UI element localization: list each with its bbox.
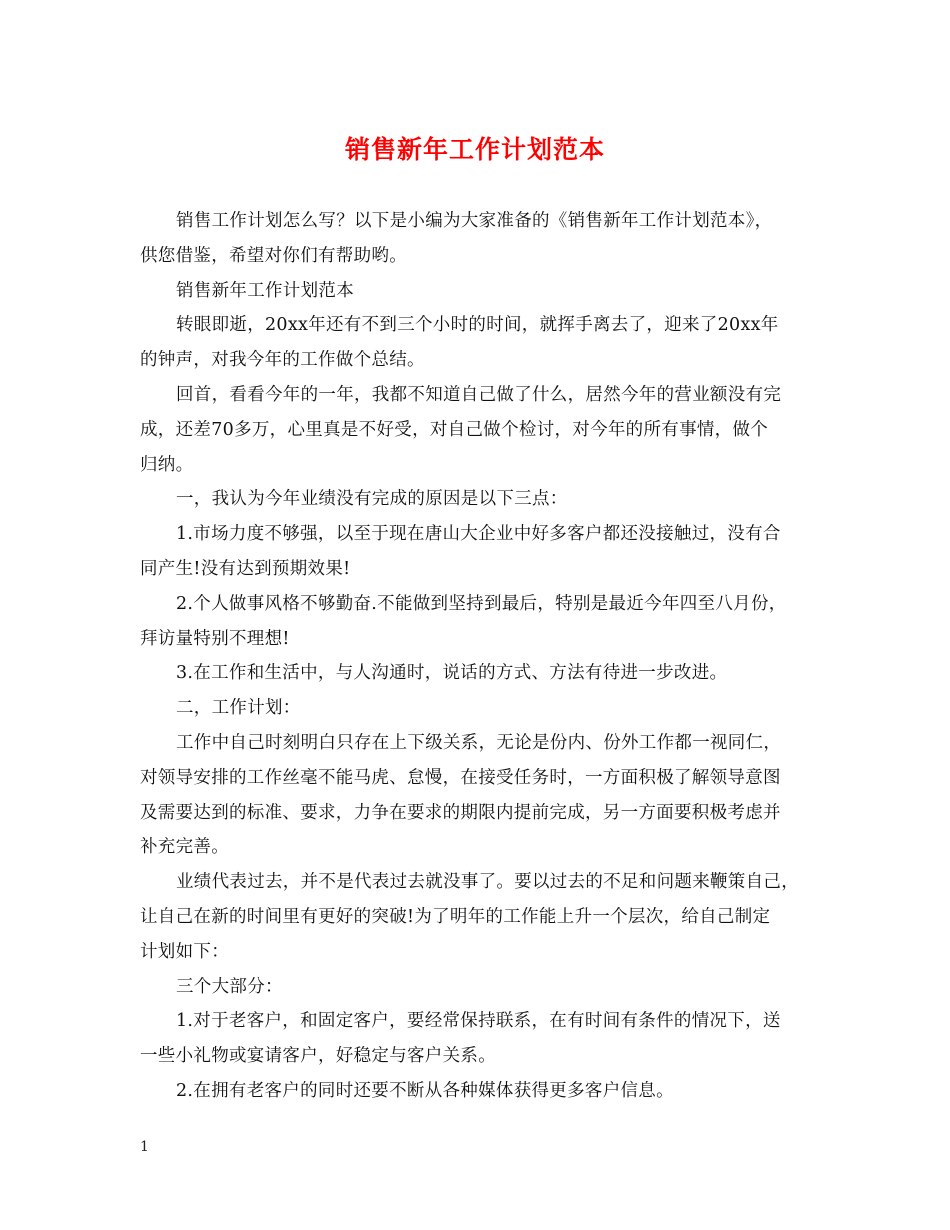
body-line: 三个大部分：: [176, 976, 283, 997]
body-line: 及需要达到的标准、要求，力争在要求的期限内提前完成，另一方面要积极考虑并: [140, 802, 781, 823]
body-line: 业绩代表过去，并不是代表过去就没事了。要以过去的不足和问题来鞭策自己，: [176, 872, 799, 893]
page-number: 1: [140, 1139, 149, 1155]
body-line: 的钟声，对我今年的工作做个总结。: [140, 350, 425, 371]
body-line: 1.对于老客户，和固定客户，要经常保持联系，在有时间有条件的情况下，送: [176, 1011, 781, 1032]
body-line: 工作中自己时刻明白只存在上下级关系，无论是份内、份外工作都一视同仁，: [176, 732, 782, 753]
body-line: 2.在拥有老客户的同时还要不断从各种媒体获得更多客户信息。: [176, 1080, 674, 1101]
body-line: 供您借鉴，希望对你们有帮助哟。: [140, 245, 407, 266]
document-body: [140, 204, 820, 1109]
body-line: 一，我认为今年业绩没有完成的原因是以下三点：: [176, 489, 568, 510]
body-line: 一些小礼物或宴请客户，好稳定与客户关系。: [140, 1046, 496, 1067]
body-line: 计划如下：: [140, 941, 229, 962]
body-line: 归纳。: [140, 454, 194, 475]
body-line: 3.在工作和生活中，与人沟通时，说话的方式、方法有待进一步改进。: [176, 663, 728, 684]
body-line: 2.个人做事风格不够勤奋.不能做到坚持到最后，特别是最近今年四至八月份，: [176, 593, 787, 614]
document-title: 销售新年工作计划范本: [344, 135, 605, 164]
body-line: 转眼即逝，20xx年还有不到三个小时的时间，就挥手离去了，迎来了20xx年: [176, 315, 779, 336]
body-line: 补充完善。: [140, 837, 229, 858]
body-line: 回首，看看今年的一年，我都不知道自己做了什么，居然今年的营业额没有完: [176, 384, 782, 405]
body-line: 销售新年工作计划范本: [176, 280, 354, 301]
body-line: 同产生!没有达到预期效果!: [140, 558, 351, 579]
body-line: 销售工作计划怎么写？以下是小编为大家准备的《销售新年工作计划范本》，: [176, 211, 773, 231]
body-line: 二，工作计划：: [176, 698, 301, 719]
body-line: 让自己在新的时间里有更好的突破!为了明年的工作能上升一个层次，给自己制定: [140, 906, 771, 927]
body-line: 对领导安排的工作丝毫不能马虎、怠慢，在接受任务时，一方面积极了解领导意图: [140, 767, 781, 788]
body-line: 成，还差70多万，心里真是不好受，对自己做个检讨，对今年的所有事情，做个: [140, 419, 769, 440]
body-line: 拜访量特别不理想!: [140, 628, 290, 649]
body-line: 1.市场力度不够强，以至于现在唐山大企业中好多客户都还没接触过，没有合: [176, 524, 781, 545]
